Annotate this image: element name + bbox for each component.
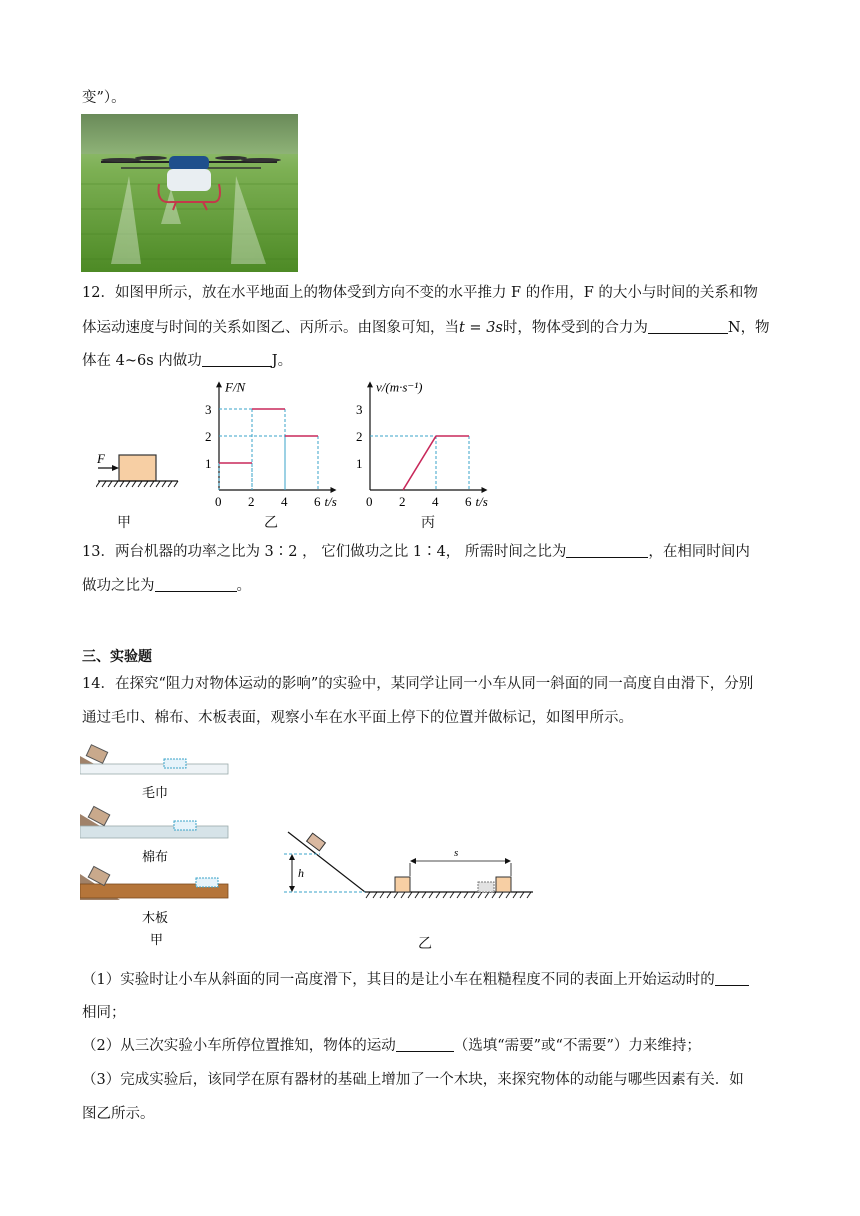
force-label: F — [97, 451, 105, 466]
ramp-towel — [80, 745, 228, 774]
q14-part-1-line-2: 相同； — [82, 1005, 126, 1021]
surface-label-cotton: 棉布 — [142, 849, 169, 864]
velocity-time-chart — [346, 348, 516, 508]
y-tick-label: 1 — [356, 456, 363, 471]
y-tick-label: 1 — [205, 456, 212, 471]
x-tick-label: 6 — [465, 494, 472, 508]
y-tick-label: 2 — [205, 429, 212, 444]
figure-jia-ramps — [80, 742, 240, 952]
q14-line-1: 14．在探究“阻力对物体运动的影响”的实验中，某同学让同一小车从同一斜面的同一高度自由滑下，分别 — [82, 676, 754, 692]
ramp-cotton — [80, 806, 228, 838]
figure-caption-yi: 乙 — [264, 515, 278, 531]
x-axis-label: t/s — [324, 494, 337, 508]
surface-label-towel: 毛巾 — [142, 785, 169, 800]
height-label: h — [298, 866, 304, 880]
time-condition: t = 3s — [459, 320, 503, 336]
figure-caption-jia: 甲 — [117, 515, 131, 531]
data-segment — [403, 436, 436, 490]
q12-line-3: 体在 4~6s 内做功 J。 — [82, 353, 293, 369]
x-axis-arrow — [482, 487, 488, 493]
question-number: 14． — [82, 676, 115, 692]
q14-part-2: （2）从三次实验小车所停位置推知，物体的运动 （选填“需要”或“不需要”）力来维持； — [82, 1038, 701, 1054]
surface-label-wood: 木板 — [142, 910, 169, 925]
figure-jia-block — [96, 448, 186, 493]
answer-blank-net-force[interactable] — [648, 318, 728, 334]
q14-part-3-line-2: 图乙所示。 — [82, 1106, 155, 1122]
y-tick-label: 3 — [205, 402, 212, 417]
wood-block-end — [496, 877, 511, 892]
y-tick-label: 2 — [356, 429, 363, 444]
x-tick-label: 4 — [281, 494, 288, 508]
answer-blank-need-force[interactable] — [396, 1036, 454, 1052]
q13-line-2: 做功之比为 。 — [82, 578, 251, 594]
y-axis-arrow — [367, 381, 373, 387]
force-time-chart — [195, 348, 355, 508]
ramp-wood — [80, 866, 228, 900]
question-number: 13． — [82, 544, 115, 560]
figure-caption-bing: 丙 — [421, 515, 435, 531]
answer-blank-time-ratio[interactable] — [566, 542, 648, 558]
figure-caption-jia-2: 甲 — [150, 932, 164, 947]
block — [119, 455, 156, 481]
x-tick-label: 4 — [432, 494, 439, 508]
x-tick-label: 6 — [314, 494, 321, 508]
y-axis-arrow — [216, 381, 222, 387]
q14-line-2: 通过毛巾、棉布、木板表面，观察小车在水平面上停下的位置并做标记，如图甲所示。 — [82, 710, 633, 726]
distance-label: s — [454, 847, 459, 859]
x-tick-label: 2 — [248, 494, 255, 508]
question-number: 12． — [82, 285, 115, 301]
section-title: 三、实验题 — [82, 649, 152, 665]
cart-final — [478, 882, 494, 892]
x-tick-label: 2 — [399, 494, 406, 508]
x-tick-label: 0 — [366, 494, 373, 508]
y-tick-label: 3 — [356, 402, 363, 417]
y-axis-label: v/(m·s⁻¹) — [376, 379, 423, 395]
x-tick-label: 0 — [215, 494, 222, 508]
previous-question-fragment: 变”）。 — [82, 90, 126, 106]
drone-spraying-photo — [81, 114, 298, 272]
answer-blank-work-ratio[interactable] — [155, 576, 237, 592]
wood-block-start — [395, 877, 410, 892]
incline-surface — [288, 832, 365, 892]
figure-caption-yi-2: 乙 — [418, 936, 432, 952]
q14-part-3-line-1: （3）完成实验后，该同学在原有器材的基础上增加了一个木块，来探究物体的动能与哪些因素有关．如 — [82, 1072, 744, 1088]
figure-yi-incline — [278, 830, 538, 905]
q13-line-1: 13．两台机器的功率之比为 3∶2 ， 它们做功之比 1∶4， 所需时间之比为 ，在相同时间内 — [82, 544, 750, 560]
answer-blank-initial-speed[interactable] — [715, 970, 749, 986]
q12-line-2: 体运动速度与时间的关系如图乙、丙所示。由图象可知，当t = 3s时，物体受到的合力为 N，物 — [82, 320, 770, 336]
x-axis-arrow — [331, 487, 337, 493]
x-axis-label: t/s — [475, 494, 488, 508]
q12-line-1: 12．如图甲所示，放在水平地面上的物体受到方向不变的水平推力 F 的作用，F 的大小与时间的关系和物 — [82, 285, 758, 301]
y-axis-label: F/N — [225, 379, 246, 395]
q14-part-1-line-1: （1）实验时让小车从斜面的同一高度滑下，其目的是让小车在粗糙程度不同的表面上开始运动时的 — [82, 970, 749, 990]
